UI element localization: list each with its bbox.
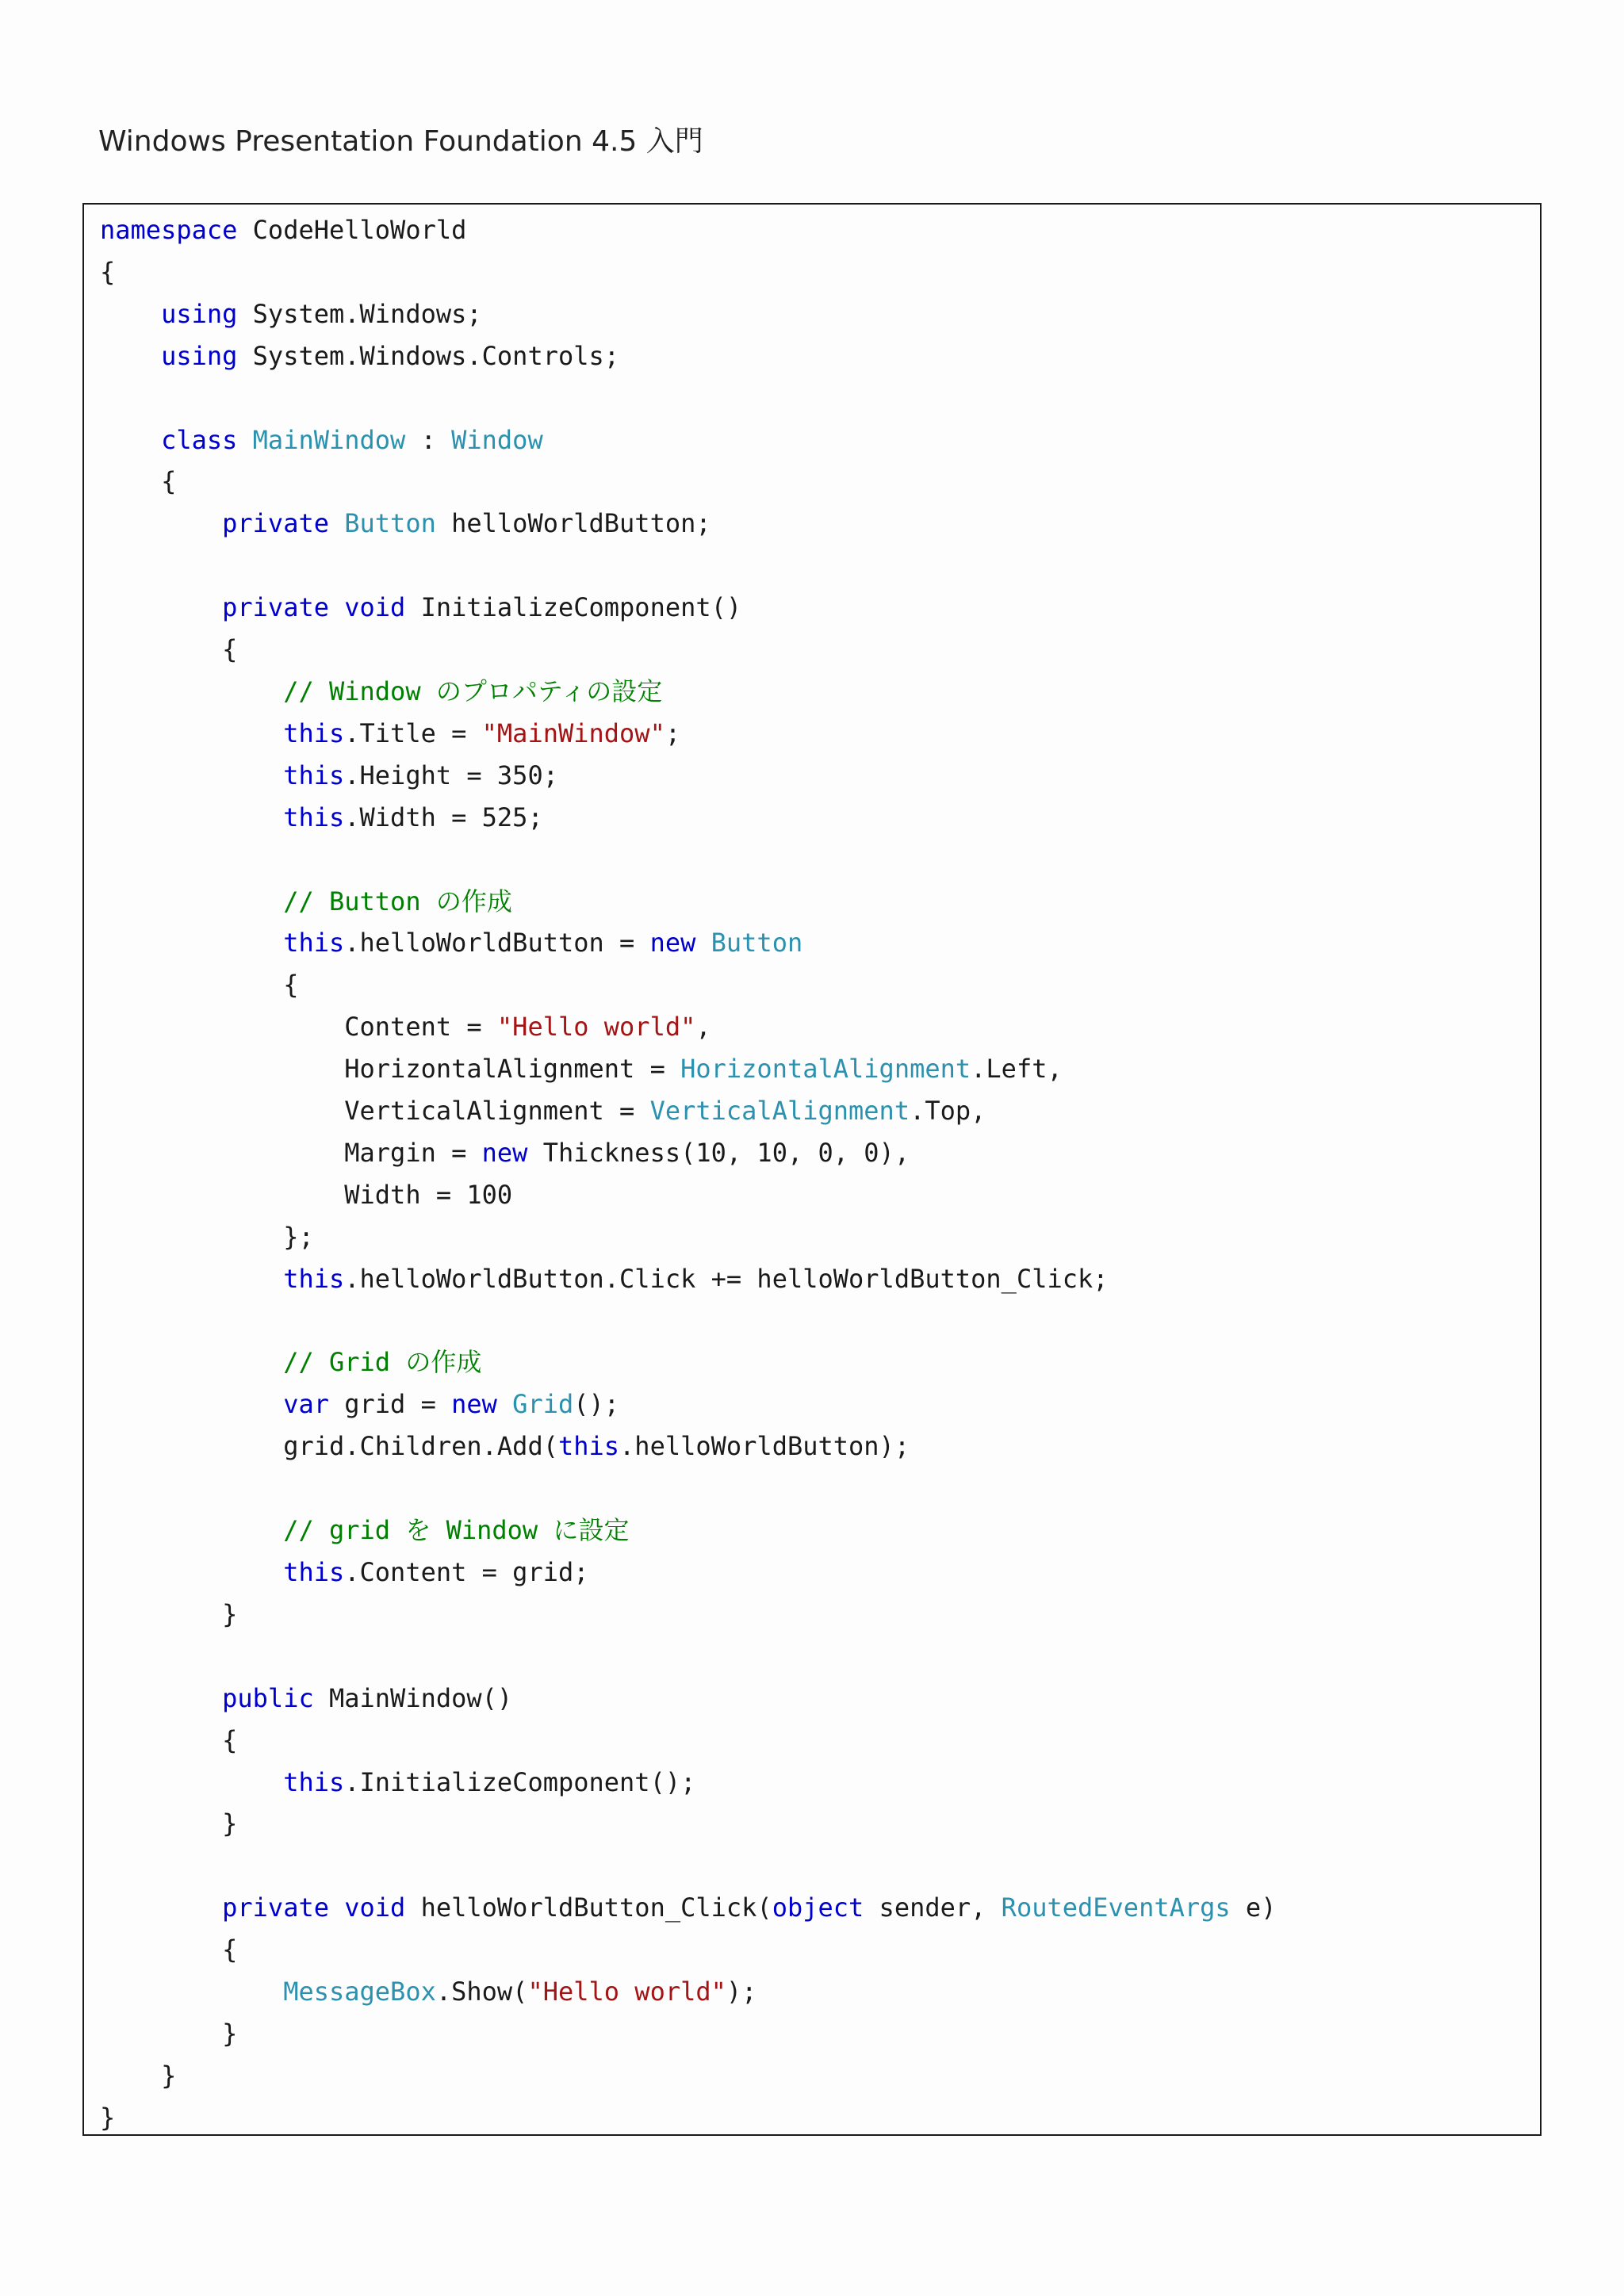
- code-string-literal: "Hello world": [496, 1012, 696, 1043]
- code-text: System.Windows.Controls;: [237, 340, 620, 371]
- code-text: [695, 928, 710, 958]
- code-text: sender,: [864, 1892, 1002, 1923]
- code-line: [100, 587, 1524, 629]
- code-text: {: [100, 970, 299, 1001]
- code-line: [100, 377, 1524, 419]
- code-keyword: public: [222, 1682, 314, 1713]
- code-text: [237, 425, 252, 455]
- code-line: [100, 1594, 1524, 1636]
- code-keyword: this: [283, 718, 345, 748]
- code-text: [100, 718, 283, 748]
- code-keyword: this: [283, 928, 345, 959]
- code-line: [100, 251, 1524, 293]
- code-text: }: [100, 2060, 177, 2091]
- code-line: [100, 1971, 1524, 2013]
- code-keyword: new: [451, 1389, 497, 1420]
- code-text: }: [100, 2102, 116, 2133]
- code-text: .helloWorldButton =: [344, 928, 650, 959]
- code-keyword: private: [222, 1892, 329, 1923]
- code-text: Margin =: [100, 1137, 482, 1168]
- code-line: [100, 1510, 1524, 1552]
- code-line: [100, 2013, 1524, 2055]
- code-keyword: this: [557, 1431, 620, 1462]
- code-comment: // Window のプロパティの設定: [283, 675, 663, 706]
- code-keyword: private: [222, 508, 329, 539]
- code-keyword: namespace: [100, 215, 238, 245]
- code-line: [100, 1845, 1524, 1887]
- code-text: [329, 508, 344, 538]
- code-text: .Left,: [971, 1054, 1063, 1085]
- code-keyword: class: [161, 424, 238, 455]
- code-text: .Title =: [344, 718, 482, 748]
- code-line: [100, 839, 1524, 881]
- code-text: InitializeComponent(): [405, 592, 742, 623]
- code-type-name: Grid: [512, 1389, 574, 1420]
- code-line: [100, 419, 1524, 461]
- code-keyword: private: [222, 592, 329, 623]
- code-text: .helloWorldButton);: [619, 1431, 910, 1462]
- code-text: [100, 1264, 283, 1294]
- code-text: );: [726, 1976, 757, 2007]
- code-text: [100, 1389, 283, 1419]
- code-type-name: VerticalAlignment: [649, 1096, 910, 1127]
- code-line: [100, 755, 1524, 797]
- code-text: }: [100, 1808, 238, 1839]
- code-line: [100, 1636, 1524, 1678]
- code-keyword: var: [283, 1389, 329, 1420]
- code-line: [100, 461, 1524, 503]
- code-type-name: RoutedEventArgs: [1001, 1892, 1231, 1923]
- code-keyword: void: [344, 592, 406, 623]
- code-line: [100, 1762, 1524, 1804]
- code-line: [100, 713, 1524, 755]
- code-keyword: object: [772, 1892, 864, 1923]
- code-line: [100, 335, 1524, 377]
- code-line: [100, 1803, 1524, 1845]
- code-text: [100, 886, 283, 916]
- code-text: [329, 592, 344, 622]
- code-text: grid =: [328, 1389, 452, 1420]
- code-string-literal: "MainWindow": [481, 718, 665, 748]
- code-text: Thickness(10, 10, 0, 0),: [527, 1137, 910, 1168]
- code-line: [100, 881, 1524, 923]
- code-keyword: this: [283, 802, 345, 832]
- code-line: [100, 1132, 1524, 1174]
- code-line: [100, 1678, 1524, 1720]
- code-text: .Width = 525;: [344, 802, 543, 832]
- code-text: [100, 1515, 283, 1545]
- code-text: }: [100, 1598, 238, 1629]
- code-text: System.Windows;: [237, 298, 482, 329]
- code-text: .Show(: [435, 1976, 528, 2007]
- code-type-name: Button: [344, 508, 436, 539]
- code-text: [100, 802, 283, 832]
- code-text: {: [100, 634, 238, 665]
- code-keyword: this: [283, 1766, 345, 1797]
- code-text: e): [1230, 1892, 1277, 1923]
- code-text: };: [100, 1221, 314, 1252]
- code-comment: // grid を Window に設定: [283, 1515, 630, 1546]
- code-line: [100, 797, 1524, 839]
- code-text: [100, 425, 161, 455]
- code-text: {: [100, 1934, 238, 1965]
- code-line: [100, 1929, 1524, 1971]
- code-line: [100, 209, 1524, 251]
- code-text: [497, 1389, 512, 1419]
- code-text: helloWorldButton;: [435, 508, 711, 539]
- code-text: [100, 1976, 283, 2007]
- code-line: [100, 1006, 1524, 1048]
- code-text: CodeHelloWorld: [237, 215, 467, 245]
- code-listing: [100, 209, 1524, 2139]
- code-text: MainWindow(): [313, 1682, 513, 1713]
- code-text: .Content = grid;: [344, 1557, 589, 1587]
- code-line: [100, 964, 1524, 1006]
- code-keyword: new: [481, 1137, 528, 1168]
- code-line: [100, 922, 1524, 964]
- code-comment: // Button の作成: [283, 886, 512, 916]
- code-text: [100, 299, 161, 329]
- code-text: [100, 676, 283, 706]
- code-line: [100, 503, 1524, 545]
- code-text: .Height = 350;: [344, 760, 558, 790]
- code-keyword: using: [161, 340, 238, 371]
- code-line: [100, 1090, 1524, 1132]
- code-listing-box: [82, 203, 1542, 2136]
- code-text: .Top,: [910, 1096, 986, 1127]
- code-text: ,: [695, 1012, 711, 1043]
- code-text: [100, 1892, 222, 1923]
- code-text: [100, 341, 161, 371]
- code-text: [329, 1892, 344, 1923]
- code-text: [100, 1683, 222, 1713]
- code-type-name: MessageBox: [283, 1976, 436, 2007]
- code-text: [100, 1347, 283, 1377]
- code-keyword: this: [283, 1557, 345, 1587]
- code-type-name: HorizontalAlignment: [680, 1054, 971, 1085]
- code-line: [100, 1383, 1524, 1425]
- code-text: grid.Children.Add(: [100, 1431, 558, 1462]
- code-text: Width = 100: [100, 1179, 513, 1210]
- code-text: [100, 1767, 283, 1797]
- code-text: }: [100, 2018, 238, 2049]
- code-text: {: [100, 1724, 238, 1755]
- code-text: [100, 592, 222, 622]
- code-text: .InitializeComponent();: [344, 1766, 696, 1797]
- code-comment: // Grid の作成: [283, 1347, 482, 1378]
- code-type-name: Button: [710, 928, 803, 959]
- code-text: ();: [573, 1389, 620, 1420]
- code-line: [100, 671, 1524, 713]
- code-line: [100, 293, 1524, 335]
- code-line: [100, 1048, 1524, 1090]
- code-line: [100, 1552, 1524, 1594]
- code-line: [100, 1720, 1524, 1762]
- code-type-name: MainWindow: [252, 424, 406, 455]
- code-line: [100, 1341, 1524, 1383]
- page-header: Windows Presentation Foundation 4.5 入門: [98, 125, 703, 158]
- code-keyword: using: [161, 298, 238, 329]
- code-line: [100, 1300, 1524, 1342]
- code-keyword: this: [283, 760, 345, 790]
- code-text: HorizontalAlignment =: [100, 1054, 681, 1085]
- code-keyword: void: [344, 1892, 406, 1923]
- code-text: [100, 928, 283, 958]
- code-keyword: new: [649, 928, 696, 959]
- code-text: helloWorldButton_Click(: [405, 1892, 772, 1923]
- code-line: [100, 1258, 1524, 1300]
- code-text: Content =: [100, 1012, 497, 1043]
- code-line: [100, 1468, 1524, 1510]
- code-line: [100, 1425, 1524, 1468]
- code-text: ;: [665, 718, 681, 748]
- code-text: .helloWorldButton.Click += helloWorldButton_Click;: [344, 1263, 1109, 1294]
- code-line: [100, 1216, 1524, 1258]
- code-line: [100, 1887, 1524, 1929]
- code-text: [100, 760, 283, 790]
- code-keyword: this: [283, 1263, 345, 1294]
- code-line: [100, 1174, 1524, 1216]
- code-text: VerticalAlignment =: [100, 1096, 650, 1127]
- code-string-literal: "Hello world": [527, 1976, 726, 2007]
- code-line: [100, 629, 1524, 671]
- code-text: [100, 1557, 283, 1587]
- code-text: {: [100, 466, 177, 497]
- code-line: [100, 2097, 1524, 2139]
- code-text: {: [100, 256, 116, 287]
- code-text: [100, 508, 222, 538]
- code-type-name: Window: [451, 424, 543, 455]
- code-line: [100, 545, 1524, 587]
- code-line: [100, 2055, 1524, 2097]
- code-text: :: [405, 424, 452, 455]
